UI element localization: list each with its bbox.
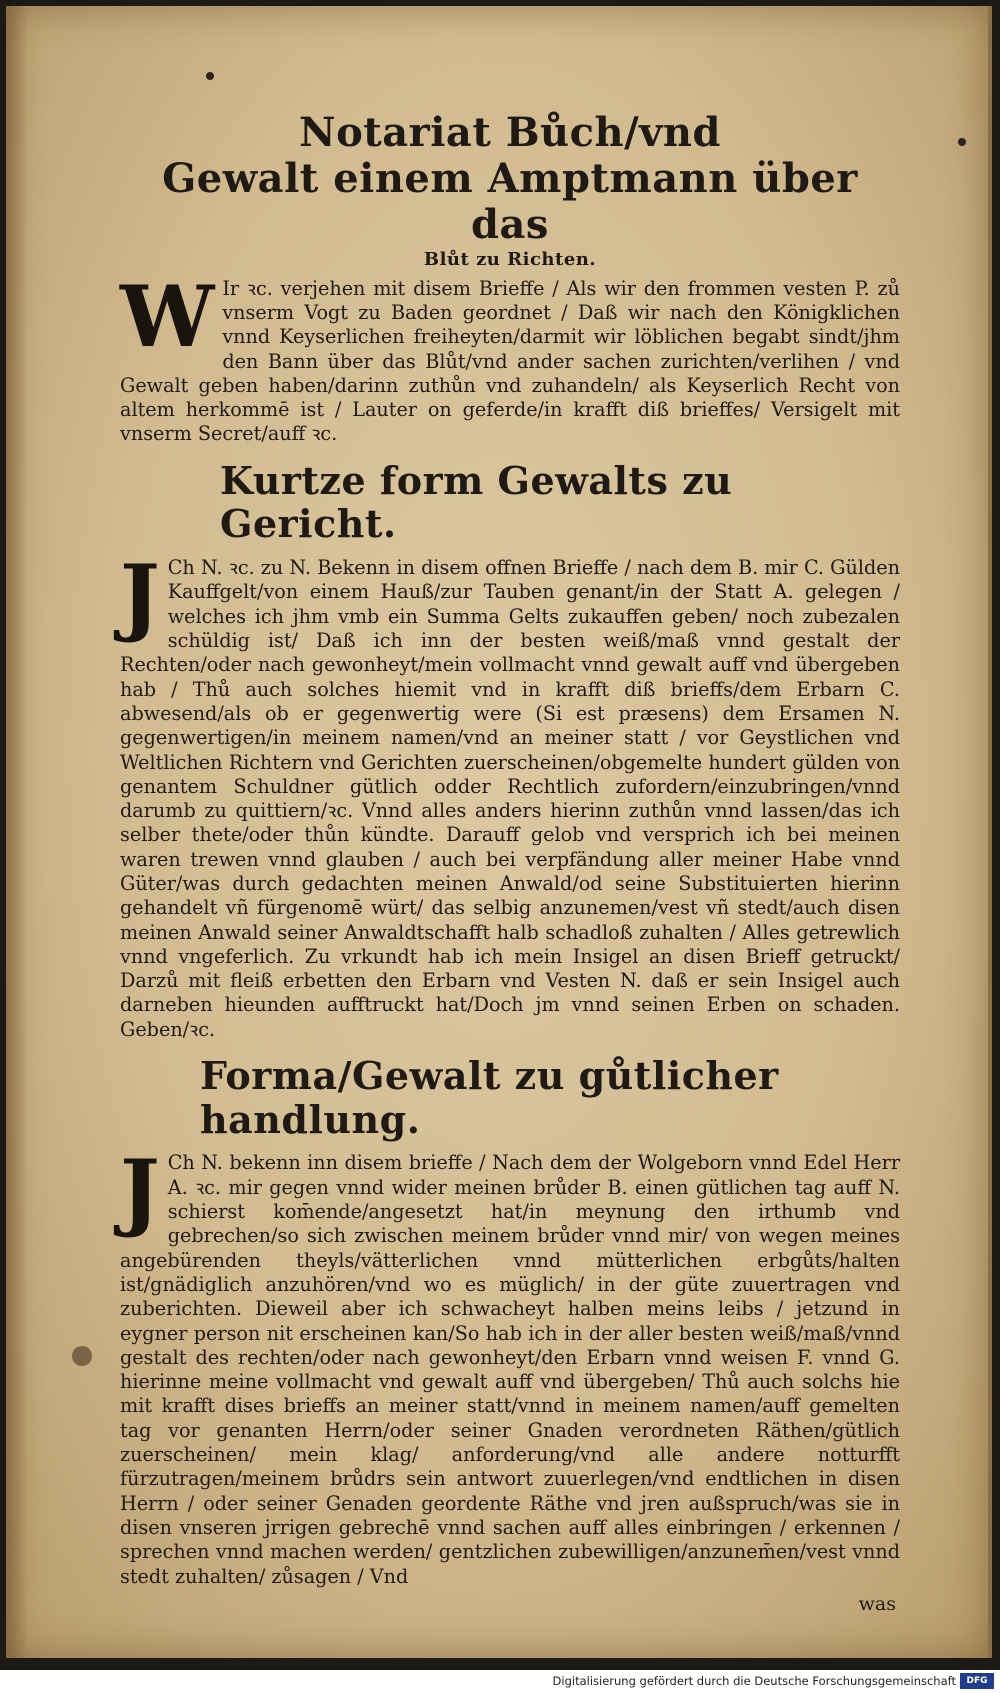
page-gutter-shadow xyxy=(6,6,28,1658)
page-title-line-1: Notariat Bůch/vnd xyxy=(299,109,721,156)
section-1-initial: W xyxy=(120,266,215,366)
ink-dot xyxy=(206,72,214,80)
footer-credit: Digitalisierung gefördert durch die Deutsche Forschungsgemeinschaft xyxy=(552,1674,956,1688)
section-2-title: Kurtze form Gewalts zu Gericht. xyxy=(220,457,733,547)
dfg-logo: DFG xyxy=(960,1673,994,1689)
catchword: was xyxy=(858,1592,896,1615)
section-3-paragraph xyxy=(120,1141,900,1588)
section-1-text: Ir ꝛc. verjehen mit disem Brieffe / Als wir den frommen vesten P. zů vnserm Vogt zu Baden geordnet / Daß wir nach den Königklichen vnnd Keyserlichen freiheyten/darmit wir löblichen begabt sindt/jhm den Bann über das Blůt/vnd ander sachen zurichten/verlihen / vnd Gewalt geben haben/darinn zuthůn vnd zuhandeln/ als Keyserlich Recht von altem herkommē ist / Lauter on geferde/in krafft diß brieffes/ Versigelt mit vnserm Secret/auff ꝛc. xyxy=(120,276,900,446)
section-3-text: Ch N. bekenn inn disem brieffe / Nach dem der Wolgeborn vnnd Edel Herr A. ꝛc. mir gegen vnnd wider meinen brůder B. einen gütlichen tag auff N. schierst kom̄ende/angesetzt hat/in meynung den irthumb vnd gebrechen/so sich zwischen meinem brůder vnnd mir/ von wegen meines angebürenden theyls/vätterlichen vnnd mütterlichen erbgůts/halten ist/gnädiglich anzuhören/vnd wo es müglich/ in der güte zuuertragen vnd zuberichten. Dieweil aber ich schwacheyt halben meins leibs / jetzund in eygner person nit erscheinen kan/So hab ich in der aller besten weiß/maß/vnnd gestalt des rechten/oder nach gewonheyt/den Erbarn vnnd weisen F. vnnd G. hierinne meine vollmacht vnd gewalt auff vnd übergeben/ Thů auch solchs hie mit krafft dises brieffs an meiner statt/vnnd in meinem namen/auff gemelten tag vor genanten Herrn/oder seiner Gnaden verordneten Räthen/gütlich zuerscheinen/ mein klag/ anforderung/vnd alle andere notturfft fürzutragen/meinem brůdrs sein antwort zuuerlegen/vnd endtlichen in disen Herrn / oder seiner Genaden geordente Räthe vnd jren außspruch/was sie in disen vnseren jrrigen gebrechē vnnd sachen auff alles einbringen / erkennen / sprechen vnnd machen werden/ gentzlichen zubewilligen/anzunem̄en/vest vnnd stedt zuhalten/ zůsagen / Vnd xyxy=(120,1151,900,1588)
section-2-text: Ch N. ꝛc. zu N. Bekenn in disem offnen Brieffe / nach dem B. mir C. Gülden Kauffgelt/von einem Hauß/zur Tauben genant/in der Statt A. gelegen / welches ich jhm vmb ein Summa Gelts zukauffen geben/ noch zubezalen schüldig ist/ Daß ich inn der besten weiß/maß vnnd gestalt der Rechten/oder nach gewonheyt/mein vollmacht vnnd gewalt auff vnd übergeben hab / Thů auch solches hiemit vnd in krafft diß brieffs/dem Erbarn C. abwesend/als ob er gegenwertig were (Si est præsens) dem Ersamen N. gegenwertigen/in meinem namen/vnd an meiner statt / vor Geystlichen vnd Weltlichen Richtern vnd Gerichten zuerscheinen/obgemelte hundert gülden von genantem Schuldner gütlich odder Rechtlich zufordern/einzubringen/vnnd darumb zu quittiern/ꝛc. Vnnd alles anders hierinn zuthůn vnnd lassen/das ich selber thete/oder thůn kündte. Darauff gelob vnd versprich ich bei meinen waren trewen vnnd glauben / auch bei verpfändung aller meiner Habe vnnd Güter/was durch gedachten meinen Anwald/od seine Substituierten hierinn gehandelt vñ fürgenomē würt/ das selbig anzunemen/vest vñ stedt/auch disen meinen Anwald seiner Anwaldtschafft halb schadloß zuhalten / Alles getrewlich vnnd vngeferlich. Zu vrkundt hab ich mein Insigel an disen Brieff getruckt/ Darzů mit fleiß erbetten den Erbarn vnd Vesten N. daß er sein Insigel auch darneben hieunden aufftruckt hat/Doch jm vnnd seinen Erben on schaden. Geben/ꝛc. xyxy=(120,556,901,1041)
page-stain xyxy=(72,1346,92,1366)
section-3-initial: J xyxy=(120,1141,160,1241)
section-2-paragraph xyxy=(120,546,901,1042)
page-title-line-3: Blůt zu Richten. xyxy=(423,249,597,270)
section-2-initial: J xyxy=(120,546,160,646)
ink-dot xyxy=(958,138,966,146)
page-text xyxy=(120,110,900,1615)
section-3-title: Forma/Gewalt zu gůtlicher handlung. xyxy=(200,1053,779,1142)
section-1-paragraph xyxy=(120,266,900,447)
footer-bar xyxy=(0,1670,1000,1693)
page-title-line-2: Gewalt einem Amptmann über das xyxy=(162,155,858,248)
